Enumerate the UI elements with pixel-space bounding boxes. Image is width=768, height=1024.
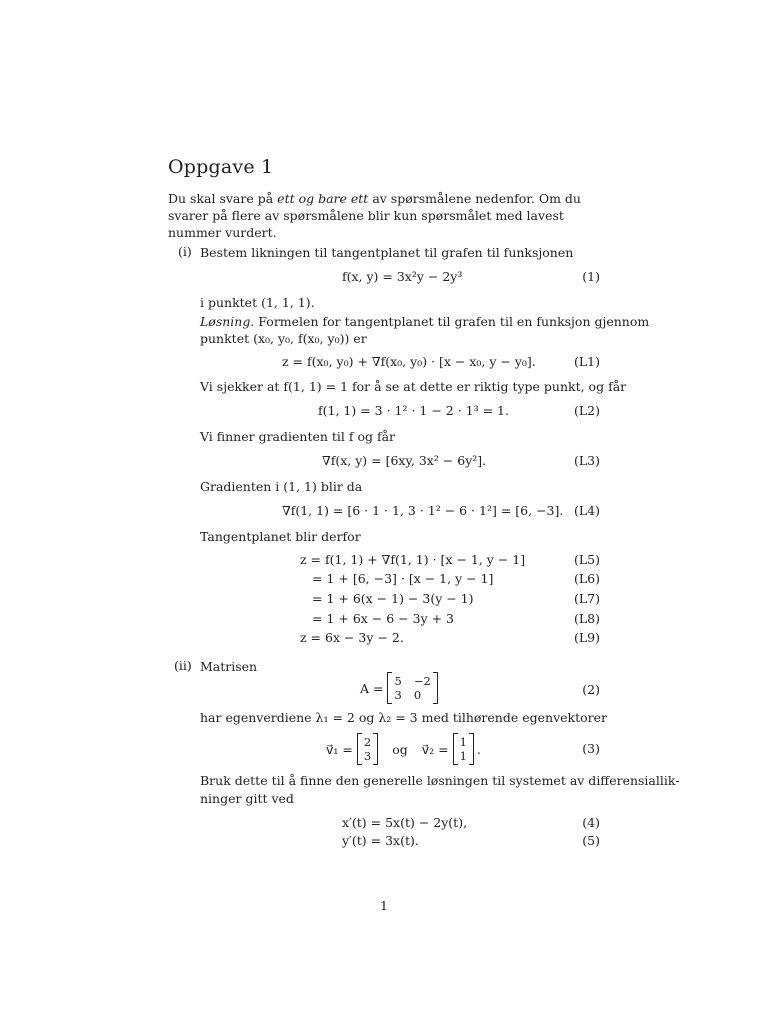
equation-L3: ∇f(x, y) = [6xy, 3x² − 6y²].: [322, 453, 487, 468]
equation-L4-number: (L4): [573, 503, 600, 518]
equation-L9-number: (L9): [573, 630, 600, 645]
vector-entry: 1: [459, 749, 467, 763]
right-bracket: [373, 733, 378, 765]
equation-L2-number: (L2): [573, 403, 600, 418]
equation-L3-number: (L3): [573, 453, 600, 468]
equation-2-number: (2): [582, 682, 600, 697]
equation-1-number: (1): [582, 269, 600, 284]
equation-L4: ∇f(1, 1) = [6 · 1 · 1, 3 · 1² − 6 · 1²] = [6, −3].: [282, 503, 564, 518]
instruction-line-1: Bruk dette til å finne den generelle løsningen til systemet av differensiallik-: [200, 773, 680, 788]
gradient-at-point-text: Gradienten i (1, 1) blir da: [200, 479, 363, 494]
vector-v1-entries: [364, 735, 371, 763]
vector-entry: 2: [363, 735, 372, 749]
part-i-question: Bestem likningen til tangentplanet til grafen til funksjonen: [200, 245, 574, 260]
left-bracket: [357, 733, 362, 765]
part-i-label: (i): [178, 244, 192, 259]
matrix-A-entries: [394, 674, 430, 702]
equation-5-number: (5): [582, 833, 600, 848]
part-ii-question: Matrisen: [200, 659, 258, 674]
intro-emphasis: ett og bare ett: [277, 191, 369, 206]
tangent-plane-text: Tangentplanet blir derfor: [200, 529, 361, 544]
equation-4-number: (4): [582, 815, 600, 830]
equation-L7-number: (L7): [573, 591, 600, 606]
matrix-entry: 3: [394, 688, 402, 702]
equation-4: x′(t) = 5x(t) − 2y(t),: [342, 815, 468, 830]
point-text: i punktet (1, 1, 1).: [200, 295, 315, 310]
equation-5: y′(t) = 3x(t).: [342, 833, 419, 848]
gradient-text: Vi finner gradienten til f og får: [200, 429, 396, 444]
equation-L5: z = f(1, 1) + ∇f(1, 1) · [x − 1, y − 1]: [300, 552, 526, 567]
vector-entry: 3: [363, 749, 372, 763]
right-bracket: [433, 672, 438, 704]
instruction-line-2: ninger gitt ved: [200, 791, 294, 806]
matrix-entry: 5: [394, 674, 402, 688]
page-number: 1: [380, 898, 388, 913]
intro-text-2: av spørsmålene nedenfor. Om du svarer på flere av spørsmålene blir kun spørsmålet med lavest nummer vurdert.: [168, 191, 581, 240]
intro-paragraph: [168, 190, 600, 241]
matrix-entry: −2: [413, 674, 431, 688]
equation-L6-number: (L6): [573, 571, 600, 586]
period: .: [476, 741, 481, 757]
equation-1: f(x, y) = 3x²y − 2y³: [342, 269, 463, 284]
matrix-A: [387, 672, 437, 704]
intro-text-1: Du skal svare på: [168, 191, 278, 206]
solution-label: Løsning.: [200, 314, 255, 329]
eigenvalue-text: har egenverdiene λ₁ = 2 og λ₂ = 3 med tilhørende egenvektorer: [200, 710, 608, 725]
equation-L9: z = 6x − 3y − 2.: [300, 630, 404, 645]
left-bracket: [387, 672, 392, 704]
vector-v2-entries: [460, 735, 467, 763]
matrix-A-lhs: A =: [360, 680, 384, 696]
equation-L8: = 1 + 6x − 6 − 3y + 3: [312, 611, 455, 626]
equation-L1: z = f(x₀, y₀) + ∇f(x₀, y₀) · [x − x₀, y − y₀].: [282, 354, 536, 369]
right-bracket: [469, 733, 474, 765]
vector-v2: [453, 733, 474, 765]
matrix-entry: 0: [413, 688, 422, 702]
vector-v2-lhs: v⃗₂ =: [421, 741, 449, 757]
part-ii-label: (ii): [174, 658, 192, 673]
equation-L2: f(1, 1) = 3 · 1² · 1 − 2 · 1³ = 1.: [318, 403, 509, 418]
vector-v1: [357, 733, 378, 765]
solution-line-2: punktet (x₀, y₀, f(x₀, y₀)) er: [200, 331, 367, 346]
equation-L5-number: (L5): [573, 552, 600, 567]
solution-line-1: [200, 313, 649, 330]
equation-L6: = 1 + [6, −3] · [x − 1, y − 1]: [312, 571, 494, 586]
vector-entry: 1: [459, 735, 467, 749]
section-title: Oppgave 1: [168, 156, 274, 178]
vector-v1-lhs: v⃗₁ =: [326, 741, 353, 757]
solution-text-1: Formelen for tangentplanet til grafen til en funksjon gjennom: [254, 314, 650, 329]
check-text: Vi sjekker at f(1, 1) = 1 for å se at dette er riktig type punkt, og får: [200, 379, 627, 394]
og-word: og: [392, 741, 408, 757]
equation-L1-number: (L1): [573, 354, 600, 369]
equation-L8-number: (L8): [573, 611, 600, 626]
equation-3-number: (3): [582, 741, 600, 756]
equation-3: [326, 733, 481, 765]
left-bracket: [453, 733, 458, 765]
equation-2: [360, 672, 438, 704]
equation-L7: = 1 + 6(x − 1) − 3(y − 1): [312, 591, 474, 606]
